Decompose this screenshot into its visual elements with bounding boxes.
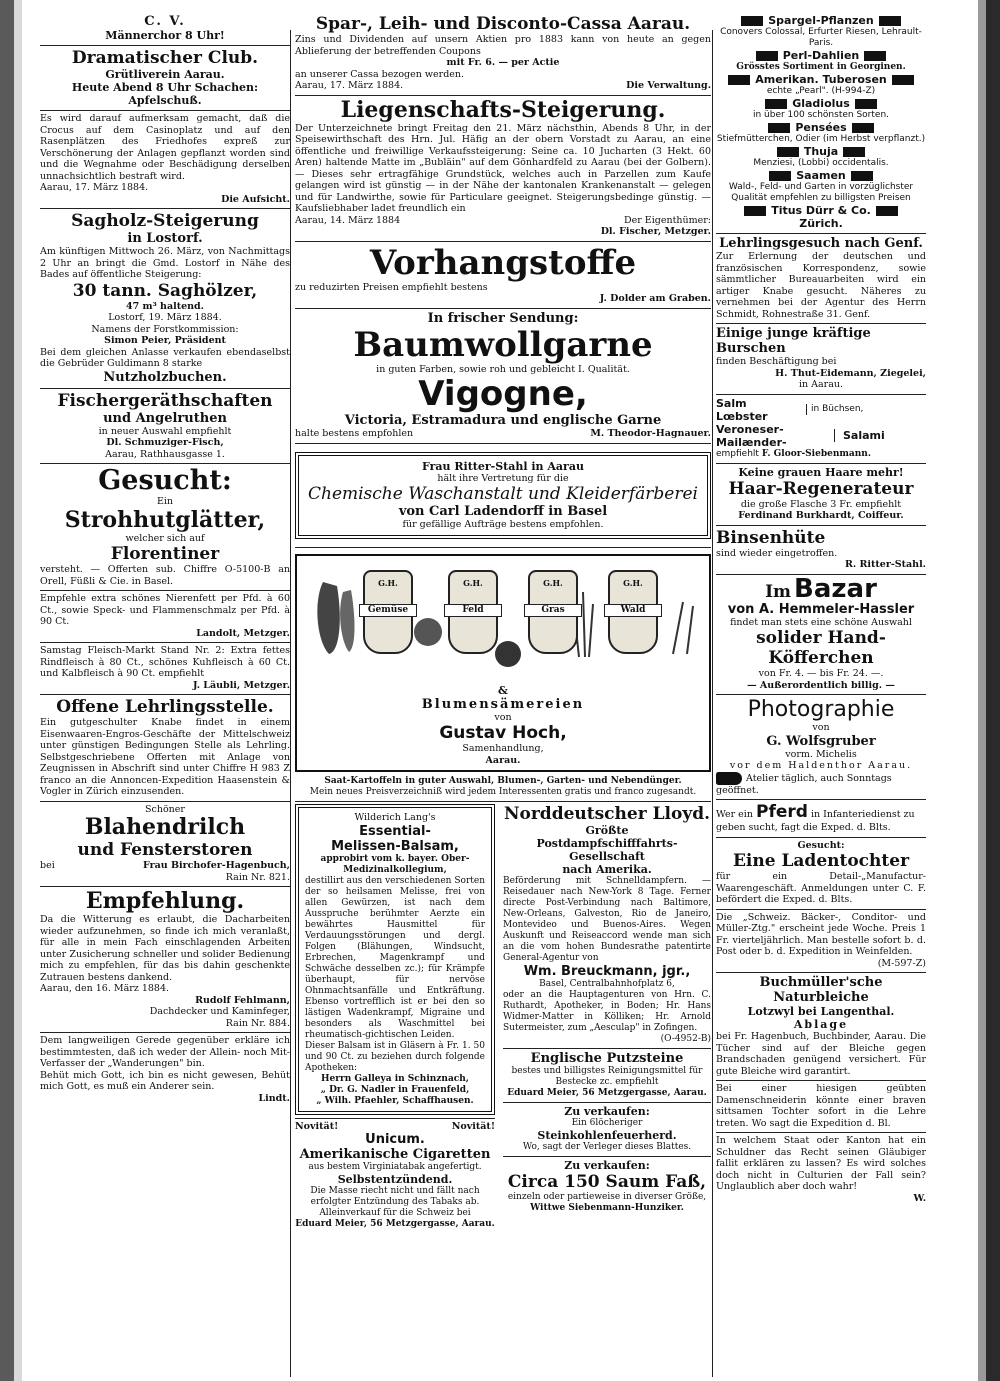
ad-baumwollgarne xyxy=(295,309,711,444)
ad-maennerchor xyxy=(40,12,290,46)
spar-text2: an unserer Cassa bezogen werden. xyxy=(295,68,465,80)
sagholz-namens: Namens der Forstkommission: xyxy=(91,323,239,335)
middle-bottom-left xyxy=(295,802,495,1233)
sagholz-volume: 47 m³ haltend. xyxy=(125,300,204,312)
landolt-text: Empfehle extra schönes Nierenfett per Pfd. à 60 Ct., sowie Speck- und Flammenschmalz per Pfd. à 90 Ct. xyxy=(40,593,290,627)
pointing-hand-icon xyxy=(716,772,742,785)
empf-role: Dachdecker und Kaminfeger, xyxy=(149,1006,290,1017)
veron-label: Veroneser- xyxy=(716,422,784,436)
spar-signature: Die Verwaltung. xyxy=(626,80,711,91)
buch-ablage: Ablage xyxy=(793,1018,849,1031)
gloor-signature: F. Gloor-Siebenmann. xyxy=(761,448,871,459)
cig-text: aus bestem Virginiatabak angefertigt. xyxy=(308,1162,482,1172)
club-line: Heute Abend 8 Uhr Schachen: Apfelschuß. xyxy=(71,81,259,107)
garne-title: Victoria, Estramadura und englische Garne xyxy=(344,413,662,428)
ritter-foot: für gefällige Aufträge bestens empfohlen. xyxy=(402,519,604,530)
novitaet-right: Novität! xyxy=(451,1120,495,1132)
sagholz-signature: Simon Peier, Präsident xyxy=(104,335,226,346)
empf-title: Empfehlung. xyxy=(85,888,245,914)
bag-logo: G.H. xyxy=(463,577,483,588)
pferd-pre: Wer ein xyxy=(716,809,753,820)
dosen-label: in Büchsen, xyxy=(806,404,863,415)
sagholz-nutzholz: Nutzholzbuchen. xyxy=(103,369,227,385)
vorhang-title: Vorhangstoffe xyxy=(369,242,637,283)
ritter-line: Frau Ritter-Stahl in Aarau xyxy=(422,459,584,473)
loebster-label: Lœbster xyxy=(716,409,768,423)
buch-sub: Lotzwyl bei Langenthal. xyxy=(747,1005,895,1018)
stein-text: Ein 6löcheriger xyxy=(571,1118,643,1128)
column-rule-1 xyxy=(290,30,291,1377)
ad-burschen xyxy=(716,324,926,395)
hoch-von: von xyxy=(494,711,512,723)
glad-text: in über 100 schönsten Sorten. xyxy=(752,110,890,120)
fass-title: Circa 150 Saum Faß, xyxy=(507,1172,707,1192)
lieg-owner: Der Eigenthümer: xyxy=(623,214,711,226)
laeubli-text: Samstag Fleisch-Markt Stand Nr. 2: Extra fettes Rindfleisch à 80 Ct., schönes Kuhfleisch à 60 Ct. und Kalbfleisch à 90 Ct. empfiehlt xyxy=(40,645,290,679)
sagholz-more: Bei dem gleichen Anlasse verkaufen ebendaselbst die Gebrüder Guldimann 8 starke xyxy=(40,346,290,369)
haar-pre: Keine grauen Haare mehr! xyxy=(738,465,904,479)
bazar-big: solider Hand-Köfferchen xyxy=(756,628,886,668)
ad-lehrlingsstelle xyxy=(40,695,290,802)
scan-edge-left-inner xyxy=(14,0,22,1381)
fisch-text: in neuer Auswahl empfiehlt xyxy=(98,425,232,437)
lloyd-code: (O-4952-B) xyxy=(660,1034,711,1044)
column-left xyxy=(40,12,290,1377)
bur-title: Einige junge kräftige Burschen xyxy=(716,326,871,356)
ad-fass xyxy=(503,1157,711,1217)
hoch-box xyxy=(295,554,711,773)
lieg-signature: Dl. Fischer, Metzger. xyxy=(600,226,711,237)
lloyd-title: Norddeutscher Lloyd. xyxy=(503,804,711,824)
middle-bottom-right xyxy=(503,802,711,1233)
ad-lehrlingsgesuch-genf xyxy=(716,234,926,324)
blahen-address: Rain Nr. 821. xyxy=(225,871,290,883)
spargel-title: Spargel-Pflanzen xyxy=(768,14,874,27)
bur-signature: H. Thut-Eidemann, Ziegelei, xyxy=(775,367,926,379)
ad-ladentochter xyxy=(716,838,926,910)
blahen-title: Blahendrilch xyxy=(84,814,246,840)
ad-cigaretten xyxy=(295,1119,495,1234)
haar-title: Haar-Regenerateur xyxy=(728,478,914,499)
bag-logo: G.H. xyxy=(543,577,563,588)
ad-pferd xyxy=(716,800,926,838)
spargel-text: Conovers Colossal, Erfurter Riesen, Lehrault-Paris. xyxy=(720,27,922,48)
cig-text2: Die Masse riecht nicht und fällt nach erfolgter Entzündung des Tabaks ab. xyxy=(310,1186,480,1207)
photo-name: G. Wolfsgruber xyxy=(766,733,876,749)
scan-edge-right xyxy=(986,0,1000,1381)
spar-amount: mit Fr. 6. — per Actie xyxy=(446,57,560,68)
club-title: Dramatischer Club. xyxy=(71,48,259,68)
hoch-city: Aarau. xyxy=(485,754,521,766)
blumen-title: Blumensämereien xyxy=(421,696,585,712)
gesucht-florentiner: Florentiner xyxy=(110,544,220,564)
ad-landolt xyxy=(40,591,290,643)
lloyd-text: Beförderung mit Schnelldampfern. — Reisedauer nach New-York 8 Tage. Ferner directe Post-Verbindung nach Baltimore, New-Orleans, Galveston, Rio de Janeiro, Montevideo und Buenos-Aires. Wegen Auskunft und Reiseaccord wende man sich an die vom hohen Bundesrathe patentirte General-Agentur von xyxy=(503,876,711,963)
stein-title: Steinkohlenfeuerherd. xyxy=(537,1129,677,1142)
ad-norddeutscher-lloyd xyxy=(503,802,711,1049)
lloyd-address: Basel, Centralbahnhofplatz 6, xyxy=(539,979,675,989)
hoch-sub: Samenhandlung, xyxy=(462,743,544,754)
bazar-text: findet man stets eine schöne Auswahl xyxy=(730,616,912,628)
lloyd-agent: Wm. Breuckmann, jgr., xyxy=(523,964,691,979)
header-cv: C. V. xyxy=(144,14,186,29)
mail-label: Mailænder- xyxy=(716,435,787,449)
baum-title: Baumwollgarne xyxy=(353,324,653,365)
spar-title: Spar-, Leih- und Disconto-Cassa Aarau. xyxy=(315,14,691,34)
ltochter-title: Eine Ladentochter xyxy=(732,851,910,871)
binsen-text: sind wieder eingetroffen. xyxy=(716,547,838,559)
saam-signature: Titus Dürr & Co. xyxy=(771,204,871,217)
fass-signature: Wittwe Siebenmann-Hunziker. xyxy=(530,1203,684,1213)
saam-city: Zürich. xyxy=(799,217,843,230)
binsen-signature: R. Ritter-Stahl. xyxy=(844,559,926,570)
garne-signature: M. Theodor-Hagnauer. xyxy=(590,428,711,439)
gerede-text2: Behüt mich Gott, ich bin es nicht gewesen, Behüt mich Gott, es muß ein Anderer sein. xyxy=(40,1069,290,1092)
lehr-text: Ein gutgeschulter Knabe findet in einem Eisenwaaren-Engros-Geschäfte der Mittelschweiz unter günstigen Bedingungen Stelle als Lehrling. Selbstgeschriebene Offerten mit Anlage von Zeugnissen in Abschrift sind unter Chiffre H 983 Z franco an die Annoncen-Expedition Haasenstein & Vogler in Zürich einzusenden. xyxy=(40,717,290,797)
putz-signature: Eduard Meier, 56 Metzgergasse, Aarau. xyxy=(507,1088,707,1098)
baum-pre: In frischer Sendung: xyxy=(427,310,579,326)
seed-bag-feld xyxy=(448,570,498,654)
sagholz-subtitle: in Lostorf. xyxy=(127,231,203,246)
haar-signature: Ferdinand Burkhardt, Coiffeur. xyxy=(738,510,904,521)
blahen-bei: bei xyxy=(40,860,55,871)
empf-text: Da die Witterung es erlaubt, die Dacharbeiten wieder aufzunehmen, so finde ich mich veranlaßt, für alle in mein Fach einschlagenden Arbeiten unter Zusicherung schneller und solider Bedienung mich zu empfehlen, für das bis dahin geschenkte Zutrauen bestens dankend. xyxy=(40,914,290,983)
ltochter-text: für ein Detail-„Manufactur-Waarengeschäft. Anmeldungen unter C. F. befördert die Exped. d. Blts. xyxy=(716,871,926,905)
fisch-title: Fischergeräthschaften xyxy=(57,390,273,411)
stein-pre: Zu verkaufen: xyxy=(564,1105,650,1118)
putz-text: bestes und billigstes Reinigungsmittel für Bestecke zc. empfiehlt xyxy=(511,1066,703,1087)
seed-bag-gemuese xyxy=(363,570,413,654)
cig-title: Amerikanische Cigaretten xyxy=(299,1147,491,1162)
bazar-title: Bazar xyxy=(794,573,877,604)
garne-text: halte bestens empfohlen xyxy=(295,428,414,439)
saam-title: Saamen xyxy=(796,169,846,182)
ad-empfehlung xyxy=(40,887,290,1033)
lieg-date: Aarau, 14. März 1884 xyxy=(295,214,401,226)
lieg-title: Liegenschafts-Steigerung. xyxy=(340,96,666,123)
hoch-text: Saat-Kartoffeln in guter Auswahl, Blumen-, Garten- und Nebendünger. xyxy=(324,776,682,786)
zeit-text: Die „Schweiz. Bäcker-, Conditor- und Müller-Ztg." erscheint jede Woche. Preis 1 Fr. vierteljährlich. Man bestelle sofort b. d. Post oder b. d. Expedition in Weinfelden. xyxy=(716,911,926,957)
perl-title: Perl-Dahlien xyxy=(782,49,860,62)
ad-putzsteine xyxy=(503,1049,711,1103)
salm-label: Salm xyxy=(716,396,747,410)
fisch-address: Aarau, Rathhausgasse 1. xyxy=(105,448,225,460)
crocus-date: Aarau, 17. März 1884. xyxy=(40,182,149,193)
lg-text: Zur Erlernung der deutschen und französischen Korrespondenz, sowie sämmtlicher Bureauarbeiten wird ein artiger Knabe gesucht. Näheres zu vernehmen bei der Agentur des Herrn Schmidt, Rohnestraße 31. Genf. xyxy=(716,251,926,320)
club-subtitle: Grütliverein Aarau. xyxy=(105,68,225,81)
bazar-im: Im xyxy=(765,581,792,602)
ritter-big: Chemische Waschanstalt und Kleiderfärberei xyxy=(307,484,698,504)
saam-text: Wald-, Feld- und Garten in vorzüglichster Qualität empfehlen zu billigsten Preisen xyxy=(728,182,914,203)
lang-title1: Essential- xyxy=(359,823,431,839)
middle-bottom-split xyxy=(295,802,711,1233)
lloyd-text2: oder an die Hauptagenturen von Hrn. C. Ruthardt, Apotheker, in Boden; Hr. Hans Widmer-Matter in Kölliken; Hr. Arnold Sutermeister, zum „Aesculap" in Zofingen. xyxy=(503,990,711,1033)
lang-price: Dieser Balsam ist in Gläsern à Fr. 1. 50 und 90 Ct. zu beziehen durch folgende Apotheken: xyxy=(305,1040,485,1073)
crocus-text: Es wird darauf aufmerksam gemacht, daß die Crocus auf dem Casinoplatz und auf den Rasenplätzen des Friedhofes expreß zur Verschönerung der Anlagen gepflanzt worden sind und die Wegnahme oder Beschädigung derselben unnachsichtlich bestraft wird. xyxy=(40,113,290,182)
seed-bag-gras xyxy=(528,570,578,654)
gesucht-title: Gesucht: xyxy=(98,465,232,496)
bazar-von: von A. Hemmeler-Hassler xyxy=(727,601,915,617)
ad-crocus xyxy=(40,111,290,209)
sagholz-title: Sagholz-Steigerung xyxy=(71,211,259,231)
lang-apo1: Herrn Galleya in Schinznach, xyxy=(321,1073,469,1084)
bur-text: finden Beschäftigung bei xyxy=(716,356,837,367)
staat-text: In welchem Staat oder Kanton hat ein Schuldner das Recht seinen Gläubiger fallit erklären zu lassen? Es wird solches doch nicht in Culturien der Fall sein? Unglaublich aber doch wahr! xyxy=(716,1135,926,1192)
ad-blahendrilch xyxy=(40,802,290,888)
ritter-von: von Carl Ladendorff in Basel xyxy=(398,504,608,519)
bag-label: Feld xyxy=(444,604,502,618)
photo-vorm: vorm. Michelis xyxy=(785,748,857,760)
bag-label: Gemüse xyxy=(359,604,417,618)
lehr-title: Offene Lehrlingsstelle. xyxy=(56,697,274,717)
buch-title: Buchmüller'sche Naturbleiche xyxy=(759,975,883,1005)
ad-steinkohlenherd xyxy=(503,1103,711,1157)
lloyd-sub3: nach Amerika. xyxy=(562,863,652,876)
pferd-text: in Infanteriedienst zu geben sucht, fagt die Exped. d. Blts. xyxy=(716,809,915,833)
ad-photographie xyxy=(716,695,926,800)
lang-apo2: „ Dr. G. Nadler in Frauenfeld, xyxy=(320,1084,470,1095)
vigogne-title: Vigogne, xyxy=(418,374,588,414)
binsen-title: Binsenhüte xyxy=(716,527,826,548)
tuber-code: (H-994-Z) xyxy=(831,86,876,96)
gloor-pre: empfiehlt xyxy=(716,448,759,459)
empf-date: Aarau, den 16. März 1884. xyxy=(40,983,170,994)
fisch-subtitle: und Angelruthen xyxy=(103,410,227,426)
lang-apo3: „ Wilh. Pfaehler, Schaffhausen. xyxy=(316,1095,474,1106)
thuja-text: Menziesi, (Lobbi) occidentalis. xyxy=(753,158,889,168)
novitaet-left: Novität! xyxy=(295,1120,339,1132)
fisch-signature: Dl. Schmuziger-Fisch, xyxy=(106,437,224,448)
ad-duerr-pflanzen xyxy=(716,12,926,234)
gerede-signature: Lindt. xyxy=(258,1092,290,1104)
ad-gloor xyxy=(716,395,926,464)
gesucht-welcher: welcher sich auf xyxy=(125,532,205,544)
ad-gesucht xyxy=(40,464,290,591)
unicum-title: Unicum. xyxy=(365,1132,425,1147)
ad-spar-cassa xyxy=(295,12,711,96)
blahen-signature: Frau Birchofer-Hagenbuch, xyxy=(143,860,290,871)
buch-text: bei Fr. Hagenbuch, Buchbinder, Aarau. Die Tücher sind auf der Bleiche gegen Brandschaden genügend versichert. Für gute Bleiche wird garantirt. xyxy=(716,1031,926,1077)
spar-date: Aarau, 17. März 1884. xyxy=(295,80,404,91)
fass-pre: Zu verkaufen: xyxy=(564,1159,650,1172)
column-rule-2 xyxy=(712,30,713,1377)
ad-melissen-balsam xyxy=(295,802,495,1119)
balsam-box xyxy=(295,804,495,1115)
ad-naturbleiche xyxy=(716,973,926,1081)
blumen-ampersand: & xyxy=(498,683,508,697)
cig-sub: Selbstentzündend. xyxy=(337,1173,453,1186)
scan-edge-right-inner xyxy=(978,0,986,1381)
lloyd-sub1: Größte xyxy=(585,824,629,837)
gerede-text: Dem langweiligen Gerede gegenüber erkläre ich bestimmtesten, daß ich weder der Allein- noch Mit-Verfasser der „Wanderungen" bin. xyxy=(40,1035,290,1069)
damen-text: Bei einer hiesigen geübten Damenschneiderin könnte einer braven sittsamen Tochter sofort in die Lehre treten. Wo sagt die Expedition d. Bl. xyxy=(716,1083,926,1129)
ad-vorhangstoffe xyxy=(295,242,711,309)
pferd-title: Pferd xyxy=(755,802,808,822)
column-right xyxy=(716,12,926,1377)
staat-signature: W. xyxy=(913,1192,926,1204)
column-middle xyxy=(295,12,711,1377)
photo-title: Photographie xyxy=(747,697,895,722)
empf-address: Rain Nr. 884. xyxy=(225,1017,290,1029)
landolt-signature: Landolt, Metzger. xyxy=(196,627,290,639)
blahen-subtitle: und Fensterstoren xyxy=(77,840,253,860)
ad-liegenschaft xyxy=(295,96,711,242)
lang-text: destillirt aus den verschiedenen Sorten der so heilsamen Melisse, frei von allen Gewürzen, ist nach dem Ausspruche berühmter Aerzte ein bewährtes Hausmittel für Verdauungsstörungen und dergl. Folgen (Blähungen, Windsucht, Erbrechen, Magenkrampf und Schwäche desselben zc.); für Krämpfe überhaupt, für nervöse Ohnmachtsanfälle und Entkräftung. Ebenso vortrefflich ist er bei den so lästigen Wadenkrampf, Migraine und besonders als Waschmittel bei rheumatisch-gichtischen Leiden. xyxy=(305,875,485,1040)
ad-dramatischer-club xyxy=(40,46,290,111)
vorhang-signature: J. Dolder am Graben. xyxy=(599,293,711,304)
gesucht-ein: Ein xyxy=(156,496,174,507)
lloyd-sub2: Postdampfschifffahrts-Gesellschaft xyxy=(536,837,678,863)
ritter-box xyxy=(295,452,711,539)
stein-text2: Wo, sagt der Verleger dieses Blattes. xyxy=(522,1142,692,1152)
cig-text3: Alleinverkauf für die Schweiz bei xyxy=(319,1208,471,1218)
photo-von: von xyxy=(812,722,830,733)
ad-fischer xyxy=(40,389,290,465)
ad-baecker-zeitung xyxy=(716,910,926,974)
bag-label: Gras xyxy=(524,604,582,618)
maennerchor-notice: Männerchor 8 Uhr! xyxy=(105,29,225,42)
vorhang-text: zu reduzirten Preisen empfiehlt bestens xyxy=(295,281,488,293)
putz-title: Englische Putzsteine xyxy=(530,1051,684,1066)
perl-text: Grösstes Sortiment in Georginen. xyxy=(736,62,906,72)
lang-title2: Melissen-Balsam, xyxy=(331,838,459,854)
ad-bazar xyxy=(716,575,926,696)
glad-title: Gladiolus xyxy=(792,97,850,110)
crocus-signature: Die Aufsicht. xyxy=(221,193,290,205)
ad-laeubli xyxy=(40,643,290,695)
ritter-text: hält ihre Vertretung für die xyxy=(437,472,569,484)
cig-signature: Eduard Meier, 56 Metzgergasse, Aarau. xyxy=(295,1219,495,1229)
bag-logo: G.H. xyxy=(623,577,643,588)
seed-bags-illustration xyxy=(303,562,703,682)
empf-signature: Rudolf Fehlmann, xyxy=(195,994,290,1006)
ad-damenschneiderin xyxy=(716,1081,926,1133)
thuja-title: Thuja xyxy=(803,145,839,158)
spar-text: Zins und Dividenden auf unsern Aktien pro 1883 kann von heute an gegen Ablieferung der betreffenden Coupons xyxy=(295,34,711,57)
hoch-name: Gustav Hoch, xyxy=(439,723,567,743)
tuber-title: Amerikan. Tuberosen xyxy=(755,73,887,86)
ad-gerede xyxy=(40,1033,290,1107)
seed-bag-wald xyxy=(608,570,658,654)
haar-text: die große Flasche 3 Fr. empfiehlt xyxy=(740,498,902,510)
lang-approb: approbirt vom k. bayer. Ober-Medizinalkollegium, xyxy=(320,853,470,875)
ad-haar-regenerateur xyxy=(716,464,926,526)
fass-text: einzeln oder partieweise in diverser Größe, xyxy=(507,1192,707,1202)
photo-address: vor dem Haldenthor Aarau. xyxy=(729,760,913,771)
baum-text: in guten Farben, sowie roh und gebleicht I. Qualität. xyxy=(376,363,630,375)
ad-gustav-hoch xyxy=(295,548,711,803)
salami-label: Salami xyxy=(834,429,885,442)
pens-title: Pensées xyxy=(795,121,847,134)
scan-edge-left xyxy=(0,0,14,1381)
bag-logo: G.H. xyxy=(378,577,398,588)
ad-staat-frage xyxy=(716,1133,926,1207)
hoch-text2: Mein neues Preisverzeichniß wird jedem Interessenten gratis und franco zugesandt. xyxy=(309,787,697,797)
ltochter-pre: Gesucht: xyxy=(797,839,845,851)
pens-text: Stiefmütterchen, Odier (im Herbst verpflanzt.) xyxy=(716,134,926,144)
zeit-code: (M-597-Z) xyxy=(877,957,926,969)
bazar-cheap: — Außerordentlich billig. — xyxy=(747,679,895,691)
lieg-text: Der Unterzeichnete bringt Freitag den 21. März nächsthin, Abends 8 Uhr, in der Speisewirthschaft des Hrn. Jul. Häfig an der obern Vorstadt zu Aarau, an eine öffentliche und freiwillige Verkaufssteigerung: Seine ca. 10 Jucharten (3 Hekt. 60 Aren) haltende Matte im „Bubläin" auf dem Gönhardfeld zu Aarau (bei der Golbern). — Dieses sehr ertragfähige Grundstück, welches auch in Parzellen zum Kaufe gelangen wird ist günstig — in der Nähe der kantonalen Krankenanstalt — gelegen und für Landwirthe, sowie für Particulare geeignet. Steigerungsbedinge günstig. — Kaufsliebhaber ladet freundlich ein xyxy=(295,122,711,214)
lang-pre: Wilderich Lang's xyxy=(354,812,436,823)
sagholz-date: Lostorf, 19. März 1884. xyxy=(108,312,222,323)
bazar-price: von Fr. 4. — bis Fr. 24. —. xyxy=(758,668,884,679)
ad-ritter-stahl xyxy=(295,444,711,548)
sagholz-text: Am künftigen Mittwoch 26. März, von Nachmittags 2 Uhr an bringt die Gmd. Lostorf in Nähe des Bades auf öffentliche Steigerung: xyxy=(40,246,290,280)
blahen-pre: Schöner xyxy=(145,803,185,815)
gesucht-strohhut: Strohhutglätter, xyxy=(64,506,266,533)
tuber-text: echte „Pearl". xyxy=(766,86,829,96)
ad-binsenhuete xyxy=(716,526,926,575)
bur-city: in Aarau. xyxy=(798,379,844,390)
sagholz-big: 30 tann. Saghölzer, xyxy=(72,280,258,301)
lg-title: Lehrlingsgesuch nach Genf. xyxy=(719,236,923,251)
photo-text: Atelier täglich, auch Sonntags geöffnet. xyxy=(716,772,892,796)
bag-label: Wald xyxy=(604,604,662,618)
gesucht-text: versteht. — Offerten sub. Chiffre O-5100-B an Orell, Füßli & Cie. in Basel. xyxy=(40,564,290,587)
laeubli-signature: J. Läubli, Metzger. xyxy=(192,679,290,691)
ad-sagholz xyxy=(40,209,290,389)
